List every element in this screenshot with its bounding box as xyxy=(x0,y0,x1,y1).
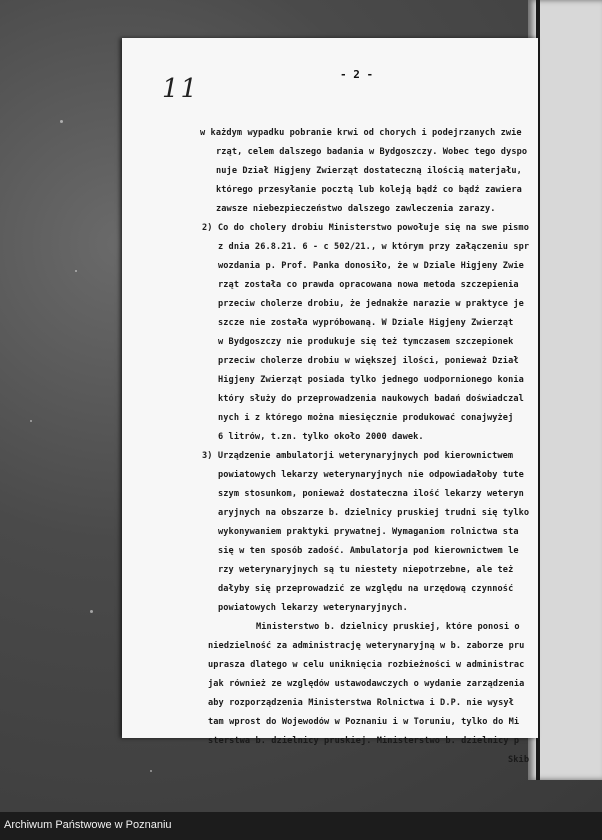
text-line: powiatowych lekarzy weterynaryjnych. xyxy=(218,603,408,613)
text-line: rząt, celem dalszego badania w Bydgoszczy. Wobec tego dyspo xyxy=(216,147,528,157)
text-line: tam wprost do Wojewodów w Poznaniu i w Toruniu, tylko do Mi xyxy=(208,717,520,727)
text-line: aryjnych na obszarze b. dzielnicy pruskiej trudni się tylko xyxy=(218,508,530,518)
text-line: rząt została co prawda opracowana nowa metoda szczepienia xyxy=(218,280,519,290)
text-line: w Bydgoszczy nie produkuje się też tymczasem szczepionek xyxy=(218,337,514,347)
text-line: nych i z którego można miesięcznie produkować conajwyżej xyxy=(218,413,514,423)
scan-speck xyxy=(75,270,77,272)
document-page xyxy=(122,38,538,738)
text-line: 2) Co do cholery drobiu Ministerstwo powołuje się na swe pismo xyxy=(202,223,529,233)
text-line: wozdania p. Prof. Panka donosiło, że w Dziale Higjeny Zwie xyxy=(218,261,524,271)
scan-speck xyxy=(90,610,93,613)
scan-speck xyxy=(150,770,152,772)
text-line: z dnia 26.8.21. 6 - c 502/21., w którym przy załączeniu spr xyxy=(218,242,530,252)
text-line: rzy weterynaryjnych są tu niestety niepotrzebne, ale też xyxy=(218,565,514,575)
text-line: nuje Dział Higjeny Zwierząt dostateczną ilością materjału, xyxy=(216,166,522,176)
text-line: Higjeny Zwierząt posiada tylko jednego uodpornionego konia xyxy=(218,375,524,385)
text-line: przeciw cholerze drobiu, że jednakże narazie w praktyce je xyxy=(218,299,524,309)
text-line: który służy do przeprowadzenia naukowych badań doświadczal xyxy=(218,394,524,404)
typed-page-number: - 2 - xyxy=(340,68,374,81)
text-line: wykonywaniem praktyki prywatnej. Wymaganiom rolnictwa sta xyxy=(218,527,519,537)
text-line: Ministerstwo b. dzielnicy pruskiej, które ponosi o xyxy=(256,622,520,632)
text-line: jak również ze względów ustawodawczych o wydanie zarządzenia xyxy=(208,679,525,689)
text-line: dałyby się przeprowadzić ze względu na urzędową czynność xyxy=(218,584,514,594)
text-line: 3) Urządzenie ambulatorji weterynaryjnych pod kierownictwem xyxy=(202,451,514,461)
text-line: szcze nie została wypróbowaną. W Dziale Higjeny Zwierząt xyxy=(218,318,514,328)
text-line: Skib xyxy=(508,755,530,765)
text-line: 6 litrów, t.zn. tylko około 2000 dawek. xyxy=(218,432,424,442)
text-line: szym stosunkom, ponieważ dostateczna ilość lekarzy weteryn xyxy=(218,489,524,499)
text-line: aby rozporządzenia Ministerstwa Rolnictwa i D.P. nie wysył xyxy=(208,698,514,708)
text-line: się w ten sposób zadość. Ambulatorja pod kierownictwem le xyxy=(218,546,519,556)
text-line: w każdym wypadku pobranie krwi od chorych i podejrzanych zwie xyxy=(200,128,522,138)
text-line: sterstwa b. dzielnicy pruskiej. Ministerstwo b. dzielnicy p xyxy=(208,736,520,746)
text-line: powiatowych lekarzy weterynaryjnych nie odpowiadałoby tute xyxy=(218,470,524,480)
text-line: zawsze niebezpieczeństwo dalszego zawleczenia zarazy. xyxy=(216,204,496,214)
handwritten-page-number: 11 xyxy=(162,74,200,104)
text-line: którego przesyłanie pocztą lub koleją bądź co bądź zawiera xyxy=(216,185,522,195)
text-line: uprasza dlatego w celu uniknięcia rozbieżności w administrac xyxy=(208,660,525,670)
archive-caption: Archiwum Państwowe w Poznaniu xyxy=(4,819,172,831)
scan-speck xyxy=(60,120,63,123)
text-line: niedzielność za administrację weterynaryjną w b. zaborze pru xyxy=(208,641,525,651)
text-line: przeciw cholerze drobiu w większej ilości, ponieważ Dział xyxy=(218,356,519,366)
scan-speck xyxy=(30,420,32,422)
